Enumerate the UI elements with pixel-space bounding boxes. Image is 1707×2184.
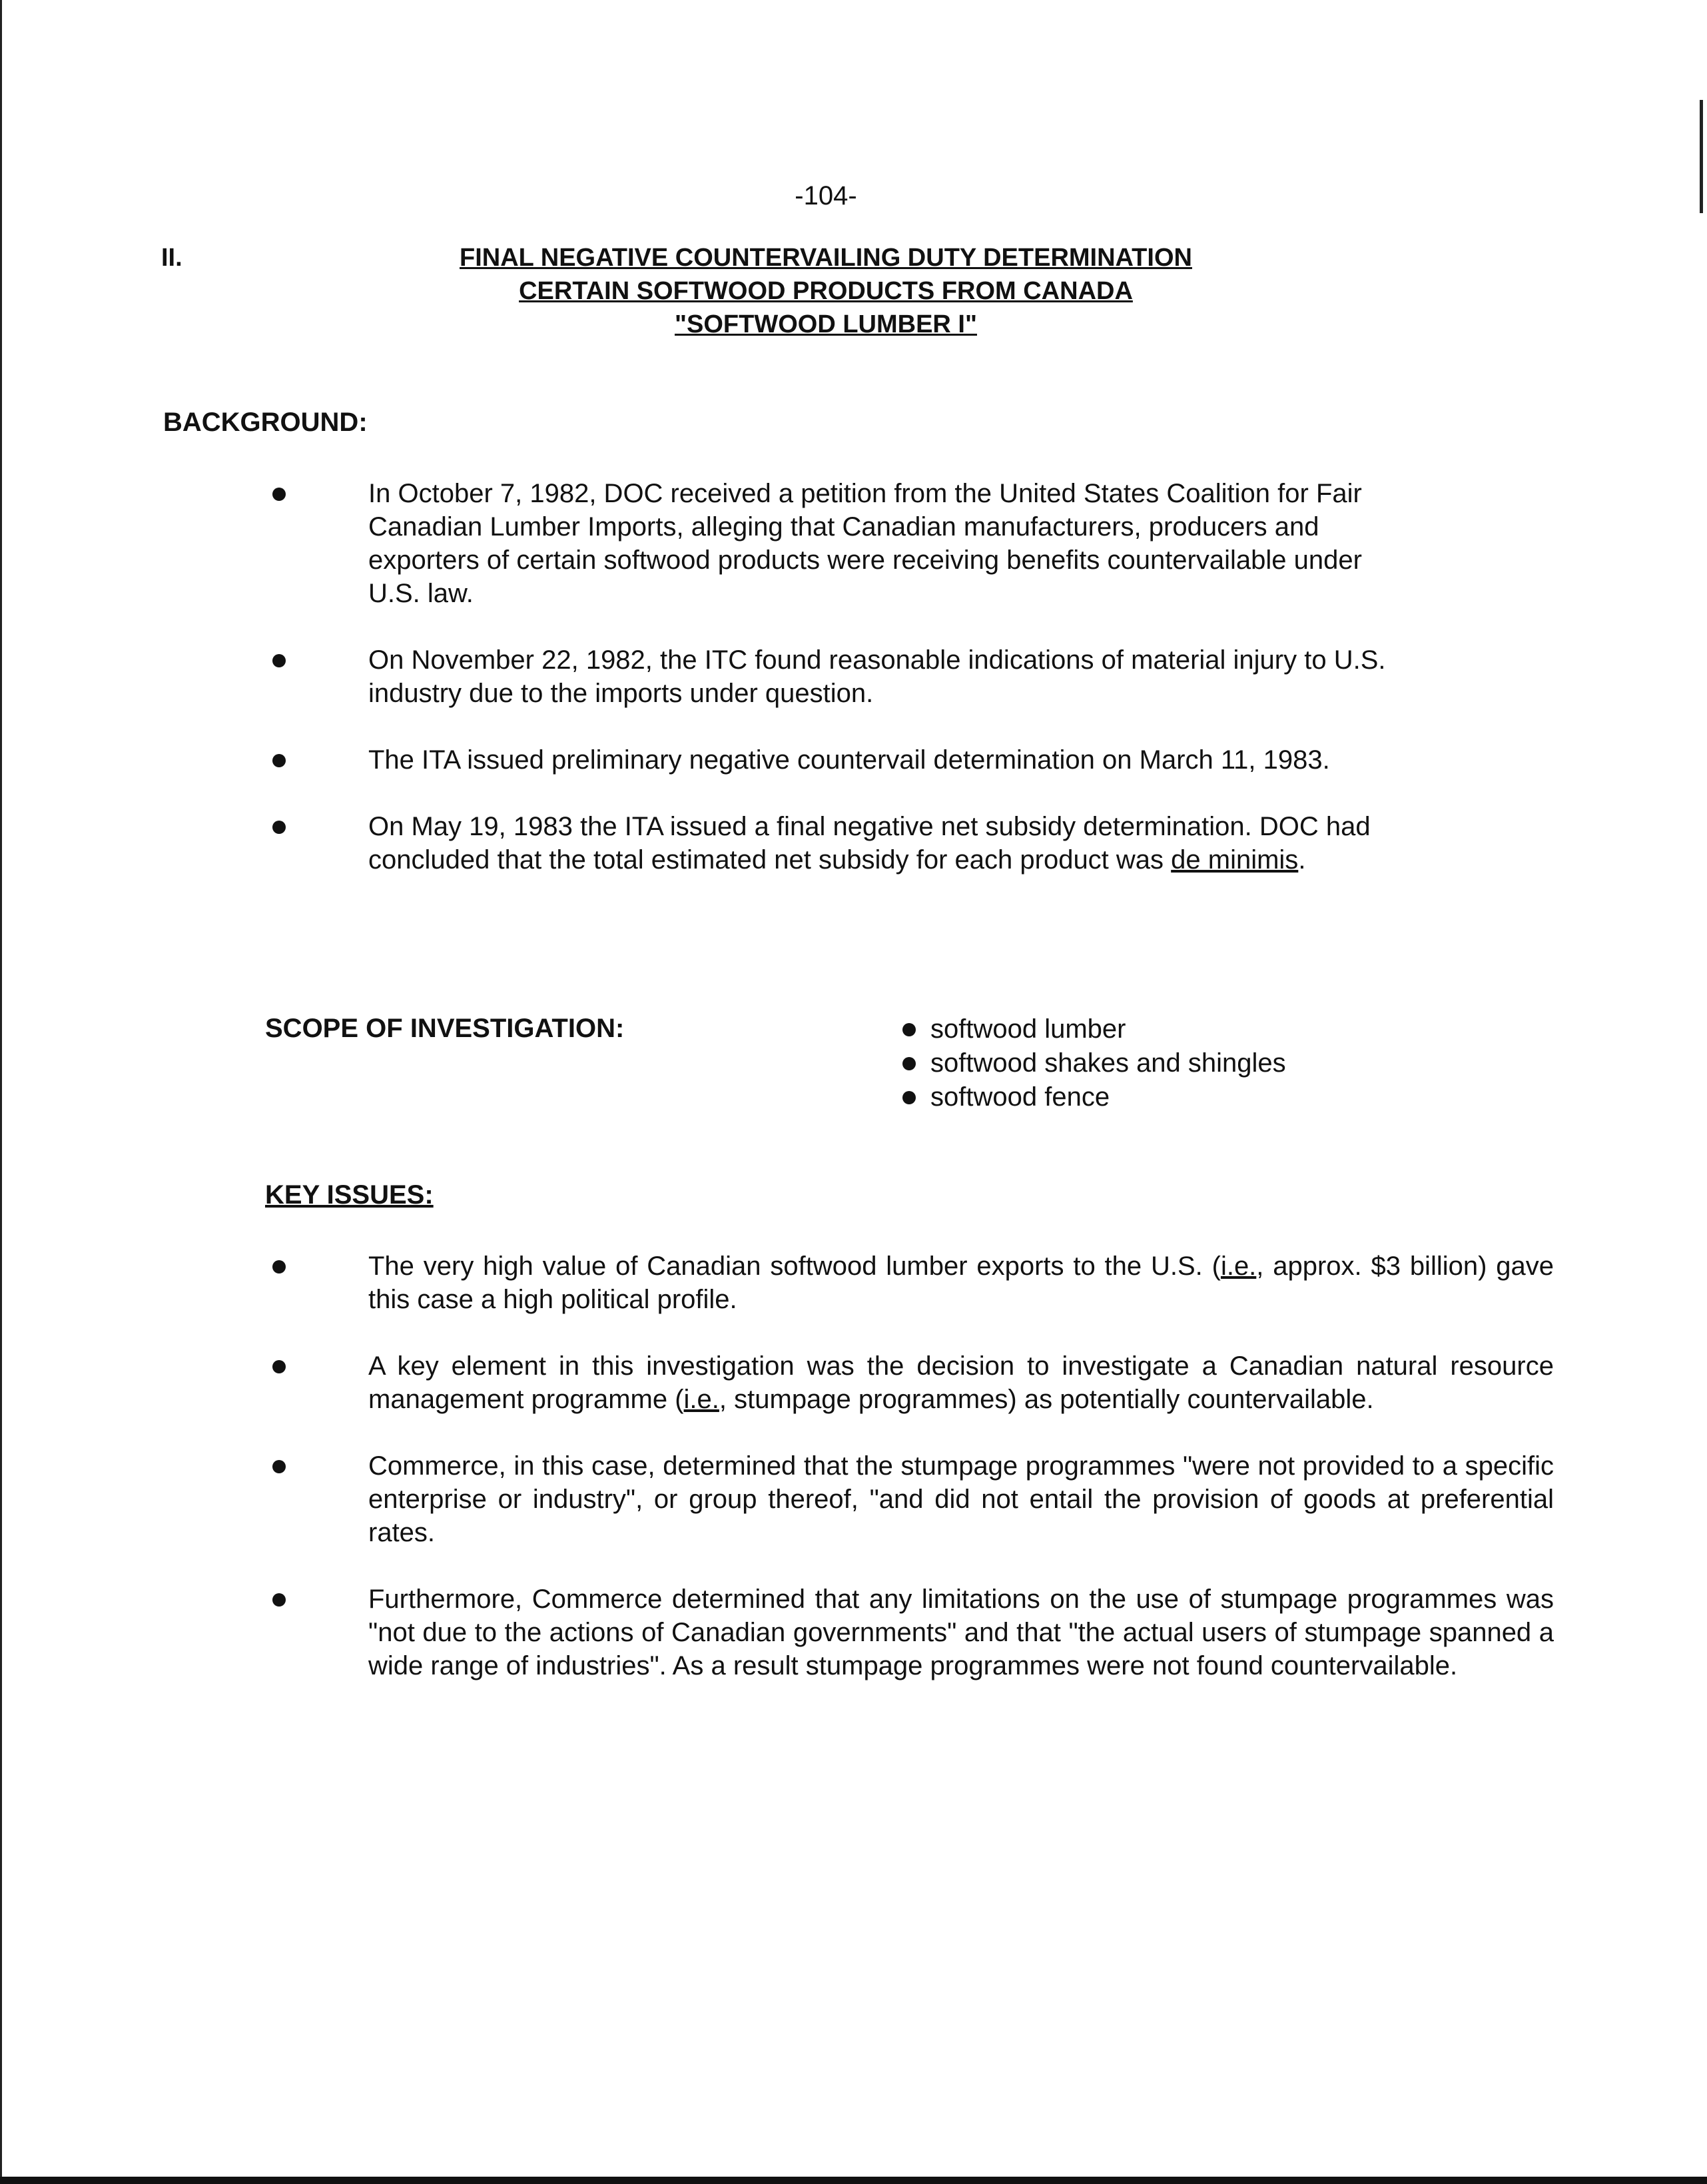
bullet-icon bbox=[272, 1260, 286, 1274]
list-item bbox=[263, 643, 1407, 710]
key-issue-text-end: , approx. $3 billion) gave this case a high political profile. bbox=[368, 1252, 1554, 1314]
bullet-icon bbox=[272, 488, 286, 501]
section-number: II. bbox=[161, 244, 182, 272]
scan-right-edge-mark bbox=[1700, 100, 1703, 213]
key-issue-text: Commerce, in this case, determined that the stumpage programmes "were not provided to a specific enterprise or industry", or group thereof, "and did not entail the provision of goods at preferential rates. bbox=[368, 1451, 1554, 1547]
emphasis-text: de minimis bbox=[1171, 845, 1299, 875]
bullet-icon bbox=[902, 1091, 916, 1104]
key-issues-list bbox=[263, 1250, 1648, 1716]
list-item bbox=[263, 1583, 1554, 1682]
bullet-icon bbox=[272, 1460, 286, 1473]
scope-item-text: softwood shakes and shingles bbox=[930, 1048, 1286, 1078]
list-item bbox=[263, 810, 1407, 877]
background-list bbox=[263, 477, 1509, 910]
list-item bbox=[263, 1250, 1554, 1316]
scope-heading: SCOPE OF INVESTIGATION: bbox=[265, 1014, 625, 1043]
key-issue-text: A key element in this investigation was the decision to investigate a Canadian natural resource management programme ( bbox=[368, 1351, 1554, 1414]
background-item-text-end: . bbox=[1298, 845, 1306, 875]
bullet-icon bbox=[902, 1057, 916, 1070]
list-item bbox=[902, 1046, 1286, 1080]
list-item bbox=[902, 1080, 1286, 1114]
list-item bbox=[263, 1349, 1554, 1416]
list-item bbox=[263, 477, 1407, 610]
scope-item-text: softwood lumber bbox=[930, 1014, 1126, 1044]
background-item-text: On November 22, 1982, the ITC found reasonable indications of material injury to U.S. industry due to the imports under question. bbox=[368, 645, 1386, 708]
key-issue-text: The very high value of Canadian softwood lumber exports to the U.S. ( bbox=[368, 1252, 1221, 1281]
title-line-1: FINAL NEGATIVE COUNTERVAILING DUTY DETERMINATION bbox=[460, 244, 1192, 272]
background-item-text: In October 7, 1982, DOC received a petition from the United States Coalition for Fair Canadian Lumber Imports, alleging that Canadian manufacturers, producers and exporters of certain softwood products were receiving benefits countervailable under U.S. law. bbox=[368, 479, 1362, 608]
document-title bbox=[346, 241, 1305, 341]
bullet-icon bbox=[272, 1593, 286, 1607]
scope-list bbox=[902, 1012, 1286, 1114]
background-heading: BACKGROUND: bbox=[163, 408, 368, 437]
emphasis-text: i.e. bbox=[683, 1385, 719, 1414]
list-item bbox=[263, 743, 1407, 777]
scan-bottom-edge bbox=[0, 2177, 1707, 2184]
background-item-text: On May 19, 1983 the ITA issued a final negative net subsidy determination. DOC had concluded that the total estimated net subsidy for each product was bbox=[368, 812, 1371, 875]
scope-item-text: softwood fence bbox=[930, 1082, 1110, 1112]
scan-left-edge bbox=[0, 0, 2, 2184]
title-line-2: CERTAIN SOFTWOOD PRODUCTS FROM CANADA bbox=[519, 277, 1133, 305]
bullet-icon bbox=[272, 821, 286, 834]
background-item-text: The ITA issued preliminary negative countervail determination on March 11, 1983. bbox=[368, 745, 1330, 775]
bullet-icon bbox=[902, 1023, 916, 1036]
title-line-3: "SOFTWOOD LUMBER I" bbox=[675, 310, 977, 338]
key-issues-heading: KEY ISSUES: bbox=[265, 1180, 434, 1210]
bullet-icon bbox=[272, 754, 286, 767]
key-issue-text-end: , stumpage programmes) as potentially countervailable. bbox=[719, 1385, 1374, 1414]
bullet-icon bbox=[272, 654, 286, 667]
bullet-icon bbox=[272, 1360, 286, 1373]
list-item bbox=[263, 1449, 1554, 1549]
key-issue-text: Furthermore, Commerce determined that any limitations on the use of stumpage programmes was "not due to the actions of Canadian governments" and that "the actual users of stumpage spanned a wide range of industries". As a result stumpage programmes were not found countervailable. bbox=[368, 1585, 1554, 1680]
list-item bbox=[902, 1012, 1286, 1046]
emphasis-text: i.e. bbox=[1220, 1252, 1257, 1281]
page-number: -104- bbox=[795, 181, 857, 210]
